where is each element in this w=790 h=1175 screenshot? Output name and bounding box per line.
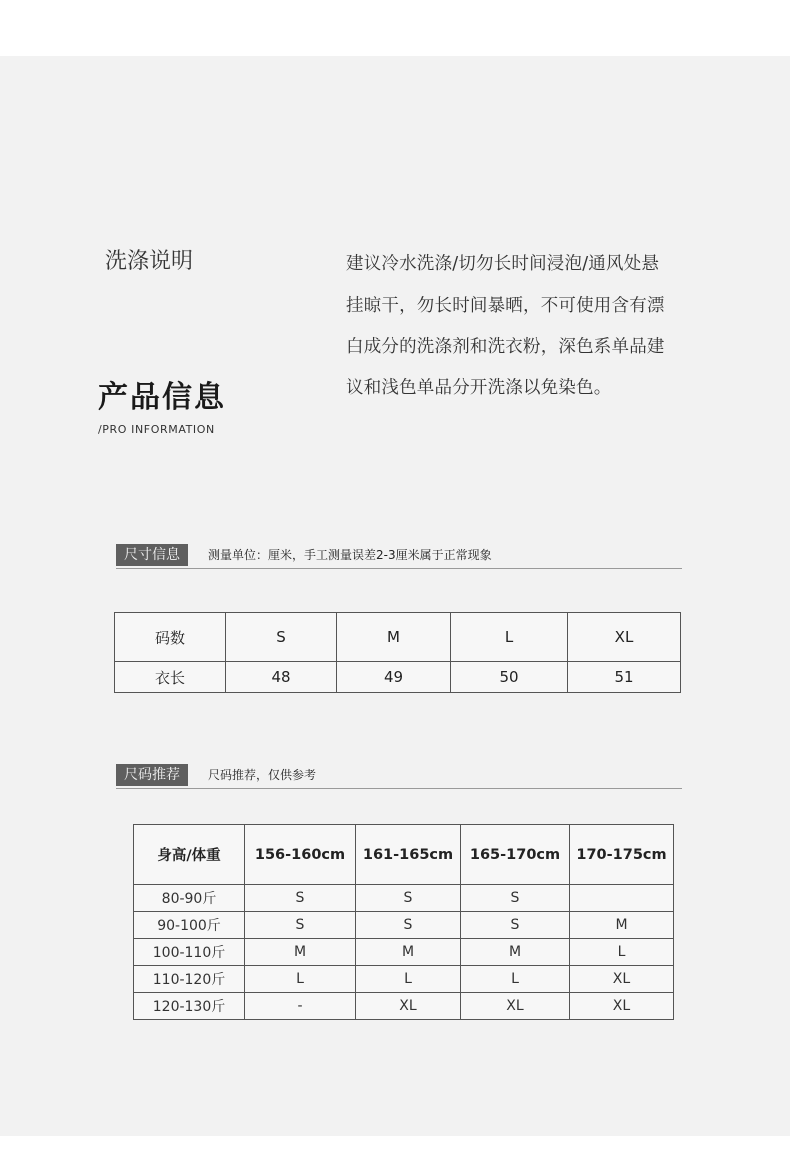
table-cell: 衣长 [115, 662, 226, 693]
table-cell: S [356, 885, 461, 912]
table-cell: 120-130斤 [134, 993, 245, 1020]
table-cell: 90-100斤 [134, 912, 245, 939]
size-recommend-label: 尺码推荐 [116, 764, 188, 786]
table-cell: 50 [451, 662, 568, 693]
table-header-row [134, 825, 674, 885]
table-cell: M [337, 613, 451, 662]
table-header-cell: 170-175cm [570, 825, 674, 885]
table-cell: S [461, 885, 570, 912]
size-table [114, 612, 681, 693]
table-row [134, 966, 674, 993]
table-cell: XL [570, 966, 674, 993]
table-cell: 51 [568, 662, 681, 693]
table-cell: M [461, 939, 570, 966]
table-cell: XL [356, 993, 461, 1020]
table-cell: M [570, 912, 674, 939]
table-cell: L [356, 966, 461, 993]
table-cell: 80-90斤 [134, 885, 245, 912]
table-cell: 110-120斤 [134, 966, 245, 993]
table-cell: L [245, 966, 356, 993]
table-cell: XL [568, 613, 681, 662]
table-row [134, 885, 674, 912]
table-cell: S [226, 613, 337, 662]
product-info-subtitle: /PRO INFORMATION [98, 423, 215, 436]
table-cell: XL [461, 993, 570, 1020]
table-header-cell: 165-170cm [461, 825, 570, 885]
wash-instructions-title: 洗涤说明 [105, 249, 194, 274]
table-row [134, 939, 674, 966]
table-cell: - [245, 993, 356, 1020]
size-info-header [116, 544, 682, 569]
table-cell: 49 [337, 662, 451, 693]
table-cell: XL [570, 993, 674, 1020]
size-info-note: 测量单位：厘米，手工测量误差2-3厘米属于正常现象 [208, 548, 492, 562]
wash-text-line: 议和浅色单品分开洗涤以免染色。 [346, 378, 612, 398]
table-cell: S [245, 885, 356, 912]
table-cell: 48 [226, 662, 337, 693]
table-header-cell: 156-160cm [245, 825, 356, 885]
table-cell [570, 885, 674, 912]
table-cell: M [245, 939, 356, 966]
table-cell: L [451, 613, 568, 662]
table-header-cell: 161-165cm [356, 825, 461, 885]
product-info-title: 产品信息 [98, 380, 226, 415]
wash-text-line: 挂晾干，勿长时间暴晒，不可使用含有漂 [346, 296, 665, 316]
table-row [115, 613, 681, 662]
table-row [134, 912, 674, 939]
table-header-cell: 身高/体重 [134, 825, 245, 885]
wash-text-line: 白成分的洗涤剂和洗衣粉，深色系单品建 [346, 337, 665, 357]
table-row [134, 993, 674, 1020]
table-cell: 码数 [115, 613, 226, 662]
size-recommend-note: 尺码推荐，仅供参考 [208, 768, 317, 782]
wash-text-line: 建议冷水洗涤/切勿长时间浸泡/通风处悬 [346, 254, 660, 274]
size-info-label: 尺寸信息 [116, 544, 188, 566]
table-cell: S [461, 912, 570, 939]
table-cell: S [245, 912, 356, 939]
table-cell: M [356, 939, 461, 966]
table-cell: S [356, 912, 461, 939]
size-recommend-table [133, 824, 674, 1020]
table-cell: 100-110斤 [134, 939, 245, 966]
table-cell: L [461, 966, 570, 993]
size-recommend-header [116, 764, 682, 789]
table-cell: L [570, 939, 674, 966]
table-row [115, 662, 681, 693]
